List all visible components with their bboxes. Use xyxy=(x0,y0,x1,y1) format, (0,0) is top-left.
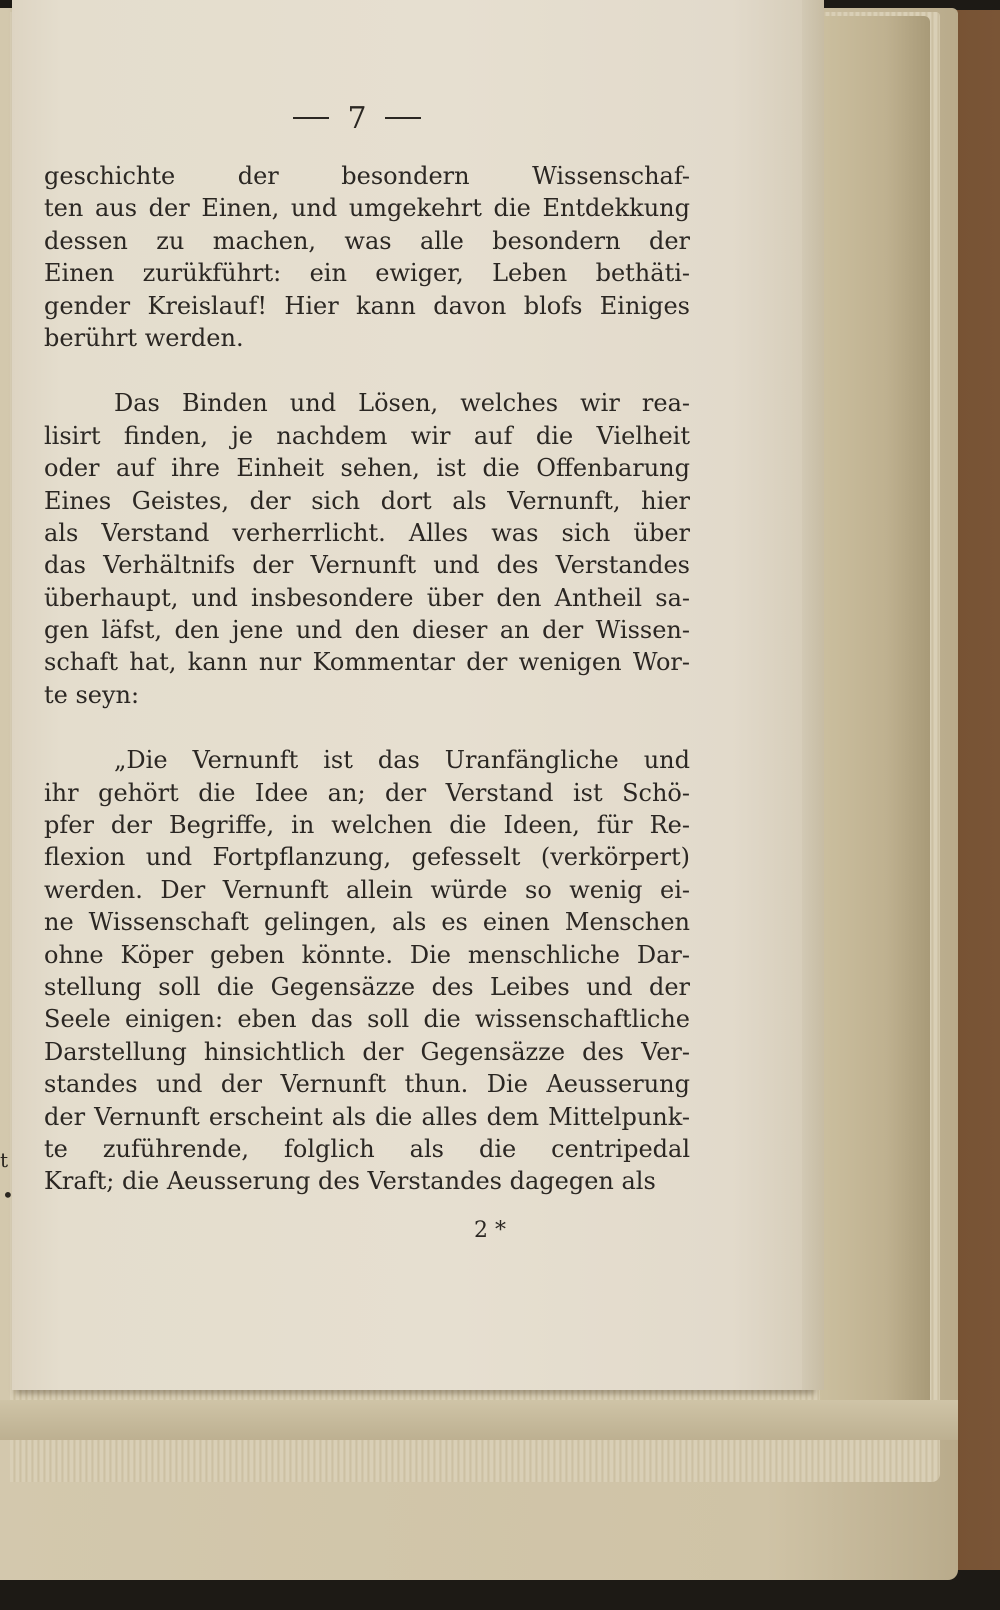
text-line: gen läfst, den jene und den dieser an der Wissen- xyxy=(44,616,690,645)
text-line: te seyn: xyxy=(44,680,140,709)
page-header xyxy=(267,98,447,138)
body-text xyxy=(44,160,690,1231)
text-line: flexion und Fortpflanzung, gefesselt (verkörpert) xyxy=(44,843,690,872)
text-line: oder auf ihre Einheit sehen, ist die Offenbarung xyxy=(44,454,690,483)
text-line: Eines Geistes, der sich dort als Vernunft, hier xyxy=(44,486,690,515)
page-edge xyxy=(802,0,824,1390)
text-line: te zuführende, folglich als die centripedal xyxy=(44,1134,690,1163)
paragraph xyxy=(44,387,690,711)
text-line: Kraft; die Aeusserung des Verstandes dagegen als xyxy=(44,1167,656,1196)
book-page xyxy=(12,0,812,1390)
text-line: gender Kreislauf! Hier kann davon blofs Einiges xyxy=(44,291,690,320)
header-dash-right xyxy=(385,117,421,119)
text-line: Das Binden und Lösen, welches wir rea- xyxy=(114,389,690,418)
text-line: der Vernunft erscheint als die alles dem Mittelpunk- xyxy=(44,1102,690,1131)
text-line: als Verstand verherrlicht. Alles was sich über xyxy=(44,518,690,547)
signature-mark: 2 * xyxy=(474,1218,506,1243)
text-line: werden. Der Vernunft allein würde so wenig ei- xyxy=(44,875,690,904)
margin-mark-dot: • xyxy=(2,1183,14,1207)
paragraph xyxy=(44,160,690,354)
text-line: Darstellung hinsichtlich der Gegensäzze des Ver- xyxy=(44,1037,690,1066)
torn-page-edges xyxy=(820,16,930,1436)
text-line: ohne Köper geben könnte. Die menschliche Dar- xyxy=(44,940,690,969)
text-line: stellung soll die Gegensäzze des Leibes und der xyxy=(44,973,690,1002)
text-line: geschichte der besondern Wissenschaf- xyxy=(44,162,690,190)
text-line: berührt werden. xyxy=(44,323,244,352)
text-line: ten aus der Einen, und umgekehrt die Entdekkung xyxy=(44,194,690,223)
margin-mark-t: t xyxy=(0,1148,9,1172)
paragraph xyxy=(44,744,690,1197)
text-line: dessen zu machen, was alle besondern der xyxy=(44,226,690,255)
text-line: Seele einigen: eben das soll die wissenschaftliche xyxy=(44,1005,690,1034)
text-line: das Verhältnifs der Vernunft und des Verstandes xyxy=(44,551,690,580)
text-line: Einen zurükführt: ein ewiger, Leben bethäti- xyxy=(44,259,690,288)
text-line: standes und der Vernunft thun. Die Aeusserung xyxy=(44,1070,690,1099)
text-line: überhaupt, und insbesondere über den Antheil sa- xyxy=(44,583,690,612)
text-line: „Die Vernunft ist das Uranfängliche und xyxy=(114,746,690,775)
text-line: schaft hat, kann nur Kommentar der wenigen Wor- xyxy=(44,648,690,677)
text-line: ihr gehört die Idee an; der Verstand ist Schö- xyxy=(44,778,690,807)
header-dash-left xyxy=(293,117,329,119)
text-line: ne Wissenschaft gelingen, als es einen Menschen xyxy=(44,908,690,937)
page-number: 7 xyxy=(347,100,367,136)
text-line: pfer der Begriffe, in welchen die Ideen, für Re- xyxy=(44,811,690,840)
text-line: lisirt finden, je nachdem wir auf die Vielheit xyxy=(44,421,690,450)
cover-bottom xyxy=(0,1400,958,1440)
